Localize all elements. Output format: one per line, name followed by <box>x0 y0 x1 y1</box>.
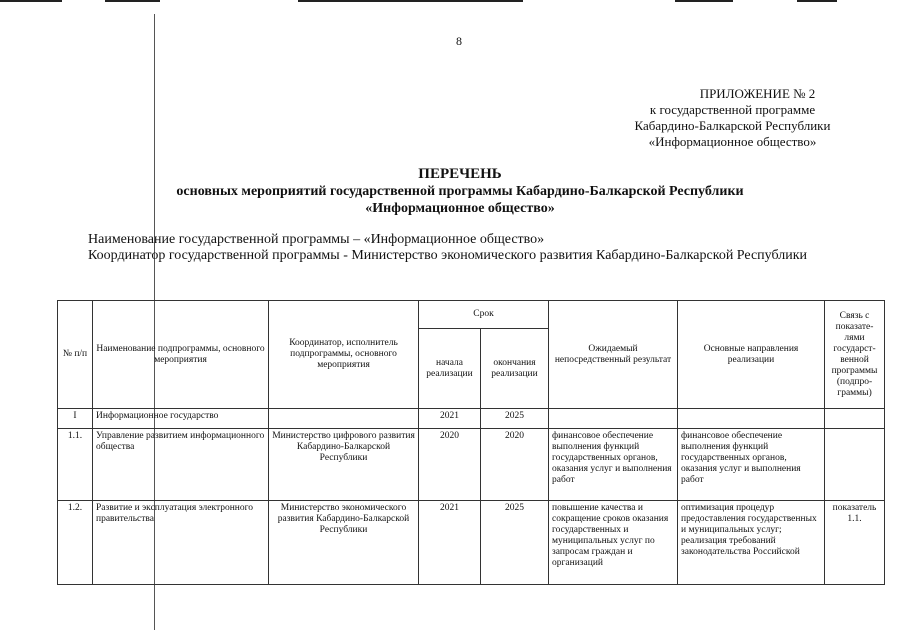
cell-directions <box>678 409 825 429</box>
cell-coordinator: Министерство цифрового развития Кабардино-Балкарской Республики <box>269 429 419 501</box>
cell-result: повышение качества и сокращение сроков оказания государственных и муниципальных услуг по запросам граждан и организаций <box>549 501 678 585</box>
cell-link: показатель 1.1. <box>825 501 885 585</box>
title-line: основных мероприятий государственной программы Кабардино-Балкарской Республики <box>176 184 744 199</box>
table-row <box>58 409 885 429</box>
scan-line <box>797 0 837 2</box>
intro-text <box>60 232 850 264</box>
header-directions: Основные направления реализации <box>678 301 825 409</box>
cell-result <box>549 409 678 429</box>
cell-start: 2020 <box>419 429 481 501</box>
program-name-line: Наименование государственной программы – «Информационное общество» <box>88 232 545 247</box>
scan-line <box>0 0 62 2</box>
cell-start: 2021 <box>419 409 481 429</box>
header-start: начала реализации <box>419 329 481 409</box>
header-coordinator: Координатор, исполнитель подпрограммы, основного мероприятия <box>269 301 419 409</box>
cell-coordinator: Министерство экономического развития Кабардино-Балкарской Республики <box>269 501 419 585</box>
header-term: Срок <box>419 301 549 329</box>
cell-link <box>825 429 885 501</box>
page-number: 8 <box>456 34 462 48</box>
cell-end: 2020 <box>481 429 549 501</box>
scan-line <box>298 0 523 2</box>
document-title <box>40 166 880 217</box>
cell-num: 1.2. <box>58 501 93 585</box>
cell-name: Управление развитием информационного общества <box>93 429 269 501</box>
cell-start: 2021 <box>419 501 481 585</box>
activities-table <box>57 300 885 585</box>
cell-num: I <box>58 409 93 429</box>
appendix-line: «Информационное общество» <box>648 134 817 149</box>
scan-line <box>675 0 733 2</box>
cell-end: 2025 <box>481 501 549 585</box>
cell-link <box>825 409 885 429</box>
coordinator-line: Координатор государственной программы - Министерство экономического развития Кабардино-Балкарской Республики <box>88 248 808 263</box>
header-num: № п/п <box>58 301 93 409</box>
header-link: Связь с показате-лями государст-венной программы (подпро-граммы) <box>825 301 885 409</box>
table-header-row <box>58 301 885 329</box>
table-row <box>58 501 885 585</box>
cell-num: 1.1. <box>58 429 93 501</box>
cell-result: финансовое обеспечение выполнения функций государственных органов, оказания услуг и выполнения работ <box>549 429 678 501</box>
table-row <box>58 429 885 501</box>
scan-line <box>105 0 160 2</box>
cell-coordinator <box>269 409 419 429</box>
appendix-block <box>600 86 865 150</box>
cell-directions: финансовое обеспечение выполнения функций государственных органов, оказания услуг и выполнения работ <box>678 429 825 501</box>
cell-end: 2025 <box>481 409 549 429</box>
appendix-line: к государственной программе <box>649 102 816 117</box>
appendix-line: Кабардино-Балкарской Республики <box>634 118 831 133</box>
appendix-line: ПРИЛОЖЕНИЕ № 2 <box>699 86 816 101</box>
cell-directions: оптимизация процедур предоставления государственных и муниципальных услуг; реализация требований законодательства Российской <box>678 501 825 585</box>
header-end: окончания реализации <box>481 329 549 409</box>
cell-name: Информационное государство <box>93 409 269 429</box>
title-line: ПЕРЕЧЕНЬ <box>418 166 502 182</box>
cell-name: Развитие и эксплуатация электронного правительства <box>93 501 269 585</box>
header-result: Ожидаемый непосредственный результат <box>549 301 678 409</box>
header-name: Наименование подпрограммы, основного мероприятия <box>93 301 269 409</box>
title-line: «Информационное общество» <box>365 201 555 216</box>
